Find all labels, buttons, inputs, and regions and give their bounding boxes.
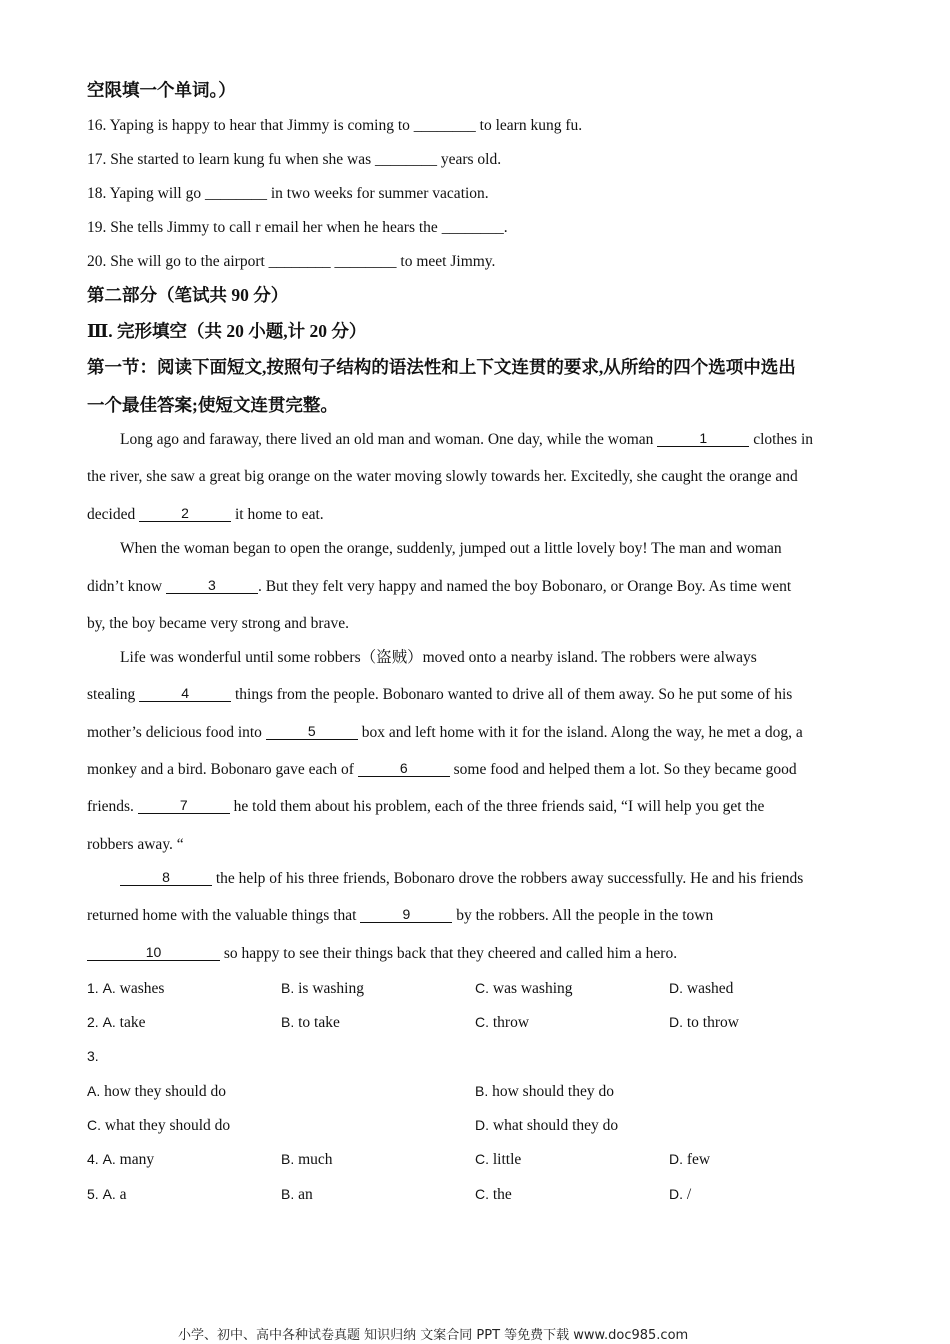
option-3-d: D. what should they do [475, 1117, 619, 1134]
passage-line: friends. 7 he told them about his problem, each of the three friends said, “I will help you get the [87, 797, 765, 815]
cloze-blank-8: 8 [120, 870, 212, 886]
section-three-title: Ⅲ. 完形填空（共 20 小题,计 20 分） [87, 321, 367, 341]
cloze-blank-5: 5 [266, 724, 358, 740]
option-3-c: C. what they should do [87, 1117, 231, 1134]
passage-line: Long ago and faraway, there lived an old man and woman. One day, while the woman 1 clothes in [120, 430, 814, 448]
option-2-d: D. to throw [669, 1014, 739, 1031]
footer-watermark: 小学、初中、高中各种试卷真题 知识归纳 文案合同 PPT 等免费下载 www.doc985.com [178, 1328, 689, 1343]
option-5-a: 5. A. a [87, 1186, 127, 1203]
passage-line: monkey and a bird. Bobonaro gave each of 6 some food and helped them a lot. So they became good [87, 760, 797, 778]
cloze-blank-1: 1 [657, 431, 749, 447]
instruction-line-2: 一个最佳答案;使短文连贯完整。 [87, 395, 338, 415]
cloze-blank-2: 2 [139, 506, 231, 522]
passage-line: robbers away. “ [87, 836, 184, 853]
cloze-blank-7: 7 [138, 798, 230, 814]
passage-line: returned home with the valuable things that 9 by the robbers. All the people in the town [87, 906, 714, 924]
cloze-blank-3: 3 [166, 578, 258, 594]
part-two-title: 第二部分（笔试共 90 分） [87, 285, 289, 305]
option-2-c: C. throw [475, 1014, 530, 1031]
question-16: 16. Yaping is happy to hear that Jimmy is coming to ________ to learn kung fu. [87, 117, 583, 134]
instruction-fragment: 空限填一个单词。） [87, 80, 236, 100]
cloze-blank-4: 4 [139, 686, 231, 702]
passage-line: mother’s delicious food into 5 box and left home with it for the island. Along the way, he met a dog, a [87, 723, 803, 741]
cloze-blank-10: 10 [87, 945, 220, 961]
question-18: 18. Yaping will go ________ in two weeks for summer vacation. [87, 185, 489, 202]
question-17: 17. She started to learn kung fu when she was ________ years old. [87, 151, 502, 168]
option-5-d: D. / [669, 1186, 692, 1203]
option-4-d: D. few [669, 1151, 711, 1168]
option-2-b: B. to take [281, 1014, 340, 1031]
question-19: 19. She tells Jimmy to call r email her when he hears the ________. [87, 219, 508, 236]
passage-line: stealing 4 things from the people. Bobonaro wanted to drive all of them away. So he put some of his [87, 685, 793, 703]
option-1-b: B. is washing [281, 980, 364, 997]
option-5-c: C. the [475, 1186, 512, 1203]
passage-line: the river, she saw a great big orange on the water moving slowly towards her. Excitedly, she caught the orange and [87, 468, 798, 485]
option-1-c: C. was washing [475, 980, 573, 997]
passage-line: When the woman began to open the orange, suddenly, jumped out a little lovely boy! The man and woman [120, 540, 782, 557]
option-5-b: B. an [281, 1186, 313, 1203]
option-1-a: 1. A. washes [87, 980, 165, 997]
option-3-b: B. how should they do [475, 1083, 614, 1100]
option-3-a: A. how they should do [87, 1083, 226, 1100]
passage-line: 10 so happy to see their things back that they cheered and called him a hero. [87, 944, 677, 964]
passage-line: decided 2 it home to eat. [87, 505, 324, 523]
option-4-c: C. little [475, 1151, 522, 1168]
passage-line: Life was wonderful until some robbers（盗贼）moved onto a nearby island. The robbers were always [120, 649, 757, 666]
cloze-blank-9: 9 [360, 907, 452, 923]
passage-line: didn’t know 3 . But they felt very happy and named the boy Bobonaro, or Orange Boy. As time went [87, 577, 792, 595]
option-4-a: 4. A. many [87, 1151, 155, 1168]
instruction-line-1: 第一节：阅读下面短文,按照句子结构的语法性和上下文连贯的要求,从所给的四个选项中选出 [87, 357, 796, 377]
passage-line: 8 the help of his three friends, Bobonaro drove the robbers away successfully. He and his friends [120, 869, 803, 889]
option-1-d: D. washed [669, 980, 734, 997]
cloze-blank-6: 6 [358, 761, 450, 777]
option-4-b: B. much [281, 1151, 333, 1168]
option-2-a: 2. A. take [87, 1014, 146, 1031]
passage-line: by, the boy became very strong and brave. [87, 615, 349, 632]
option-3-number: 3. [87, 1048, 99, 1064]
question-20: 20. She will go to the airport ________ ________ to meet Jimmy. [87, 253, 496, 270]
